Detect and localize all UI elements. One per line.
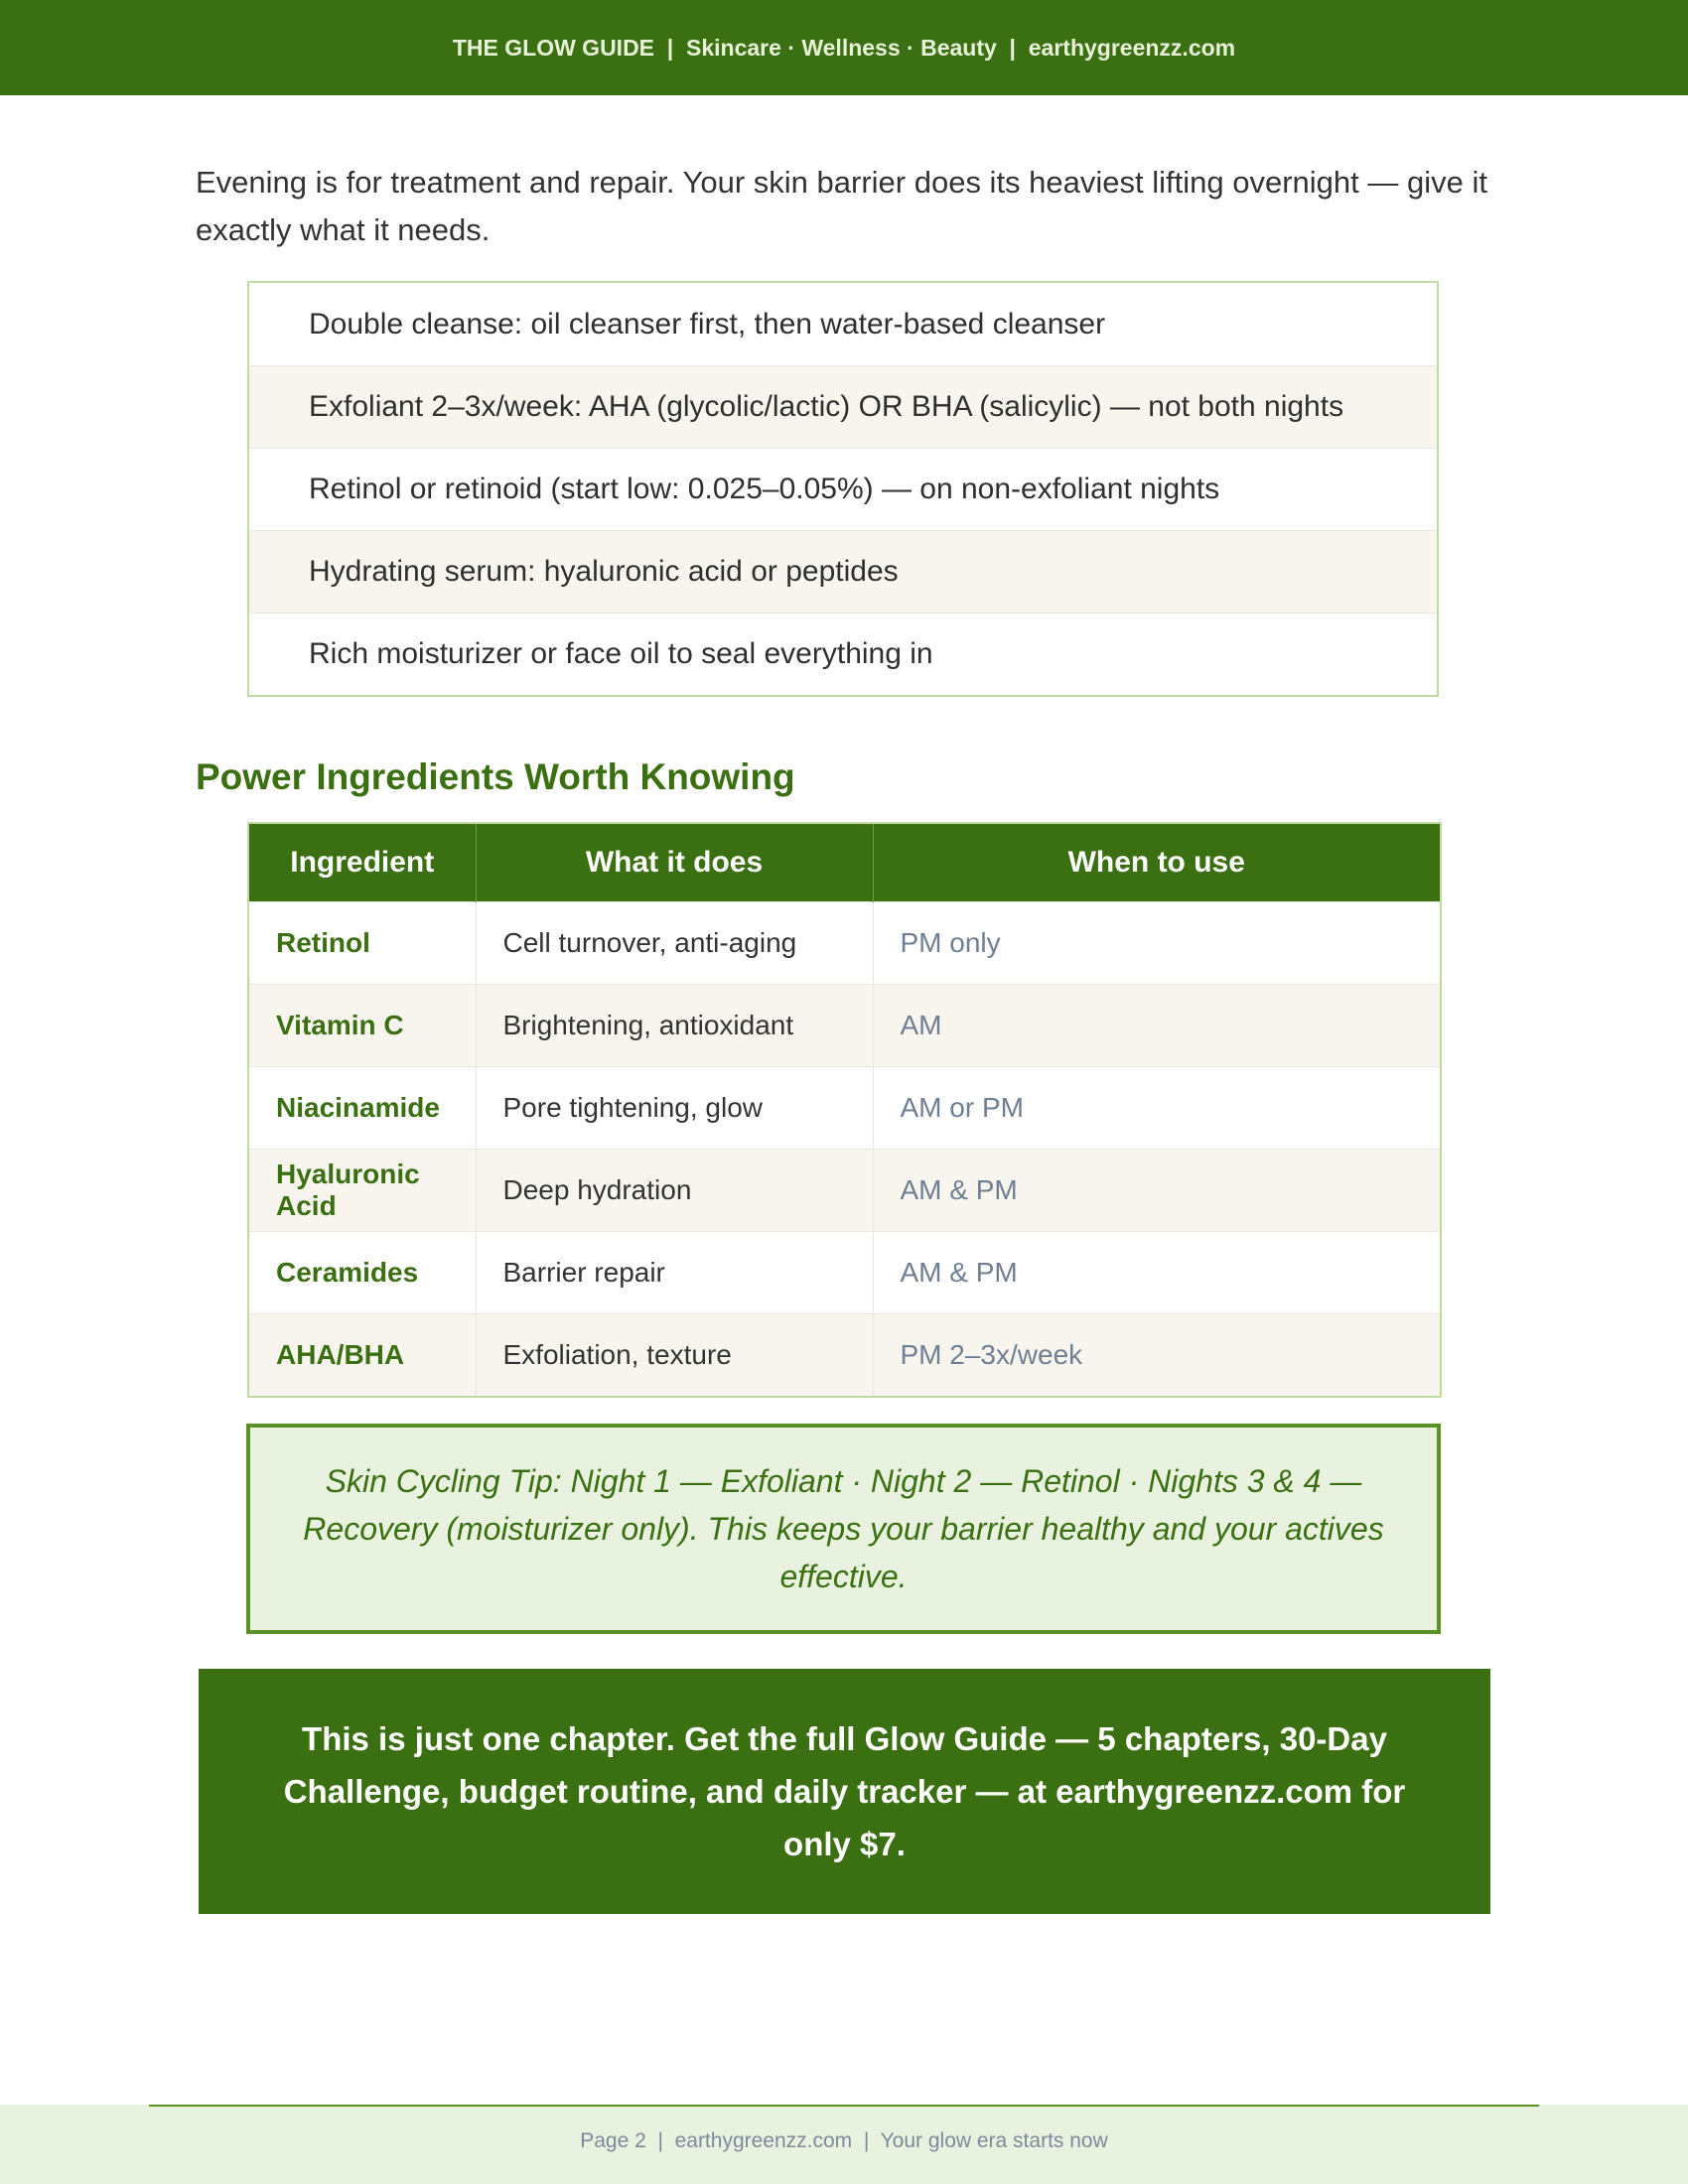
step-text: Retinol or retinoid (start low: 0.025–0.05%) — on non-exfoliant nights xyxy=(309,473,1220,505)
step-text: Rich moisturizer or face oil to seal everything in xyxy=(309,637,933,670)
table-row xyxy=(248,1150,1441,1232)
ingredient-benefit: Deep hydration xyxy=(476,1150,873,1232)
table-row xyxy=(248,985,1441,1067)
list-item xyxy=(249,283,1437,365)
ingredient-benefit: Pore tightening, glow xyxy=(476,1067,873,1150)
ingredient-name: AHA/BHA xyxy=(248,1314,476,1397)
call-to-action-banner xyxy=(199,1669,1490,1914)
header-what-it-does: What it does xyxy=(476,823,873,902)
ingredient-name: Hyaluronic Acid xyxy=(248,1150,476,1232)
ingredient-timing: PM 2–3x/week xyxy=(873,1314,1441,1397)
list-item xyxy=(249,613,1437,695)
footer-text: Page 2 | earthygreenzz.com | Your glow era starts now xyxy=(580,2129,1108,2152)
ingredient-benefit: Brightening, antioxidant xyxy=(476,985,873,1067)
cta-text: This is just one chapter. Get the full Glow Guide — 5 chapters, 30-Day Challenge, budget routine, and daily tracker — at earthygreenzz.com for only $7. xyxy=(283,1720,1406,1862)
table-row xyxy=(248,1067,1441,1150)
evening-routine-list xyxy=(247,281,1439,697)
ingredient-timing: AM xyxy=(873,985,1441,1067)
ingredient-benefit: Cell turnover, anti-aging xyxy=(476,902,873,985)
header-bar xyxy=(0,0,1688,95)
list-item xyxy=(249,530,1437,613)
header-ingredient: Ingredient xyxy=(248,823,476,902)
ingredient-timing: PM only xyxy=(873,902,1441,985)
header-when-to-use: When to use xyxy=(873,823,1441,902)
ingredient-timing: AM & PM xyxy=(873,1232,1441,1314)
table-row xyxy=(248,902,1441,985)
list-item xyxy=(249,448,1437,530)
table-row xyxy=(248,1314,1441,1397)
ingredient-benefit: Barrier repair xyxy=(476,1232,873,1314)
ingredient-name: Niacinamide xyxy=(248,1067,476,1150)
step-text: Double cleanse: oil cleanser first, then water-based cleanser xyxy=(309,307,1106,341)
ingredient-name: Vitamin C xyxy=(248,985,476,1067)
footer-divider xyxy=(149,2105,1539,2107)
table-row xyxy=(248,1232,1441,1314)
list-item xyxy=(249,365,1437,448)
table-header-row xyxy=(248,823,1441,902)
ingredient-benefit: Exfoliation, texture xyxy=(476,1314,873,1397)
intro-paragraph: Evening is for treatment and repair. Your skin barrier does its heaviest lifting overnight — give it exactly what it needs. xyxy=(196,165,1487,247)
ingredient-name: Retinol xyxy=(248,902,476,985)
ingredient-timing: AM & PM xyxy=(873,1150,1441,1232)
skin-cycling-tip-box xyxy=(246,1424,1441,1634)
ingredients-table xyxy=(247,822,1442,1398)
header-text: THE GLOW GUIDE | Skincare · Wellness · Beauty | earthygreenzz.com xyxy=(452,34,1236,61)
step-text: Exfoliant 2–3x/week: AHA (glycolic/lactic) OR BHA (salicylic) — not both nights xyxy=(309,390,1344,423)
section-title: Power Ingredients Worth Knowing xyxy=(196,756,795,797)
tip-text: Skin Cycling Tip: Night 1 — Exfoliant · Night 2 — Retinol · Nights 3 & 4 — Recovery (moisturizer only). This keeps your barrier healthy and your actives effective. xyxy=(303,1463,1384,1594)
ingredient-timing: AM or PM xyxy=(873,1067,1441,1150)
ingredient-name: Ceramides xyxy=(248,1232,476,1314)
step-text: Hydrating serum: hyaluronic acid or peptides xyxy=(309,555,899,588)
